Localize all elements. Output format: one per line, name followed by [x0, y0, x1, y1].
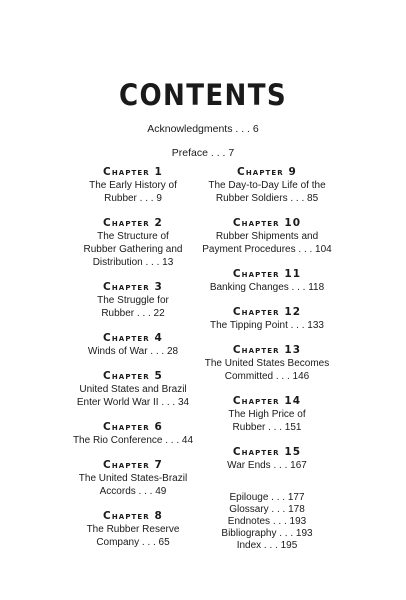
chapter-label: Chapter 9: [237, 166, 297, 178]
endnotes-entry[interactable]: Endnotes . . . 193: [227, 516, 307, 527]
chapter-title: The Struggle for Rubber . . . 22: [97, 295, 169, 319]
chapter-label: Chapter 3: [103, 281, 163, 293]
chapter-label: Chapter 10: [232, 217, 302, 229]
chapter-title: Banking Changes . . . 118: [209, 282, 325, 293]
chapter-title: The Day-to-Day Life of the Rubber Soldiers . . . 85: [208, 180, 326, 204]
chapter-label: Chapter 12: [232, 306, 302, 318]
toc-entry-chapter-10[interactable]: [187, 217, 347, 256]
chapter-title: The United States-Brazil Accords . . . 49: [78, 473, 188, 497]
chapter-label: Chapter 8: [103, 510, 163, 522]
chapter-label: Chapter 5: [103, 370, 163, 382]
toc-entry-chapter-13[interactable]: [187, 344, 347, 383]
chapter-title: The Structure of Rubber Gathering and Distribution . . . 13: [83, 231, 183, 268]
chapter-title: The High Price of Rubber . . . 151: [228, 409, 306, 433]
chapter-label: Chapter 13: [232, 344, 302, 356]
glossary-entry[interactable]: Glossary . . . 178: [229, 504, 305, 515]
chapter-title: The Tipping Point . . . 133: [210, 320, 324, 331]
chapter-label: Chapter 15: [232, 446, 302, 458]
chapter-title: The Rio Conference . . . 44: [72, 435, 194, 446]
toc-entry-chapter-12[interactable]: [187, 306, 347, 332]
acknowledgments-entry[interactable]: Acknowledgments . . . 6: [147, 123, 259, 135]
preface-entry[interactable]: Preface . . . 7: [171, 147, 235, 159]
chapter-title: The United States Becomes Committed . . . 146: [204, 358, 330, 382]
chapter-label: Chapter 2: [103, 217, 163, 229]
bibliography-entry[interactable]: Bibliography . . . 193: [221, 528, 313, 539]
index-entry[interactable]: Index . . . 195: [236, 540, 298, 551]
toc-right-column: [187, 166, 347, 552]
chapter-label: Chapter 14: [232, 395, 302, 407]
toc-entry-chapter-15[interactable]: [187, 446, 347, 472]
epilogue-entry[interactable]: Epilouge . . . 177: [229, 492, 305, 503]
toc-entry-chapter-14[interactable]: [187, 395, 347, 434]
chapter-title: Rubber Shipments and Payment Procedures . . . 104: [202, 231, 332, 255]
chapter-title: War Ends . . . 167: [227, 460, 307, 471]
chapter-label: Chapter 1: [103, 166, 163, 178]
chapter-label: Chapter 11: [232, 268, 302, 280]
chapter-title: United States and Brazil Enter World War II . . . 34: [76, 384, 190, 408]
back-matter-list: [187, 492, 347, 552]
toc-entry-chapter-11[interactable]: [187, 268, 347, 294]
page-title: CONTENTS: [118, 78, 288, 112]
toc-entry-chapter-9[interactable]: [187, 166, 347, 205]
chapter-label: Chapter 4: [103, 332, 163, 344]
chapter-title: Winds of War . . . 28: [87, 346, 179, 357]
chapter-title: The Rubber Reserve Company . . . 65: [86, 524, 180, 548]
chapter-title: The Early History of Rubber . . . 9: [89, 180, 177, 204]
chapter-label: Chapter 6: [103, 421, 163, 433]
chapter-label: Chapter 7: [103, 459, 163, 471]
